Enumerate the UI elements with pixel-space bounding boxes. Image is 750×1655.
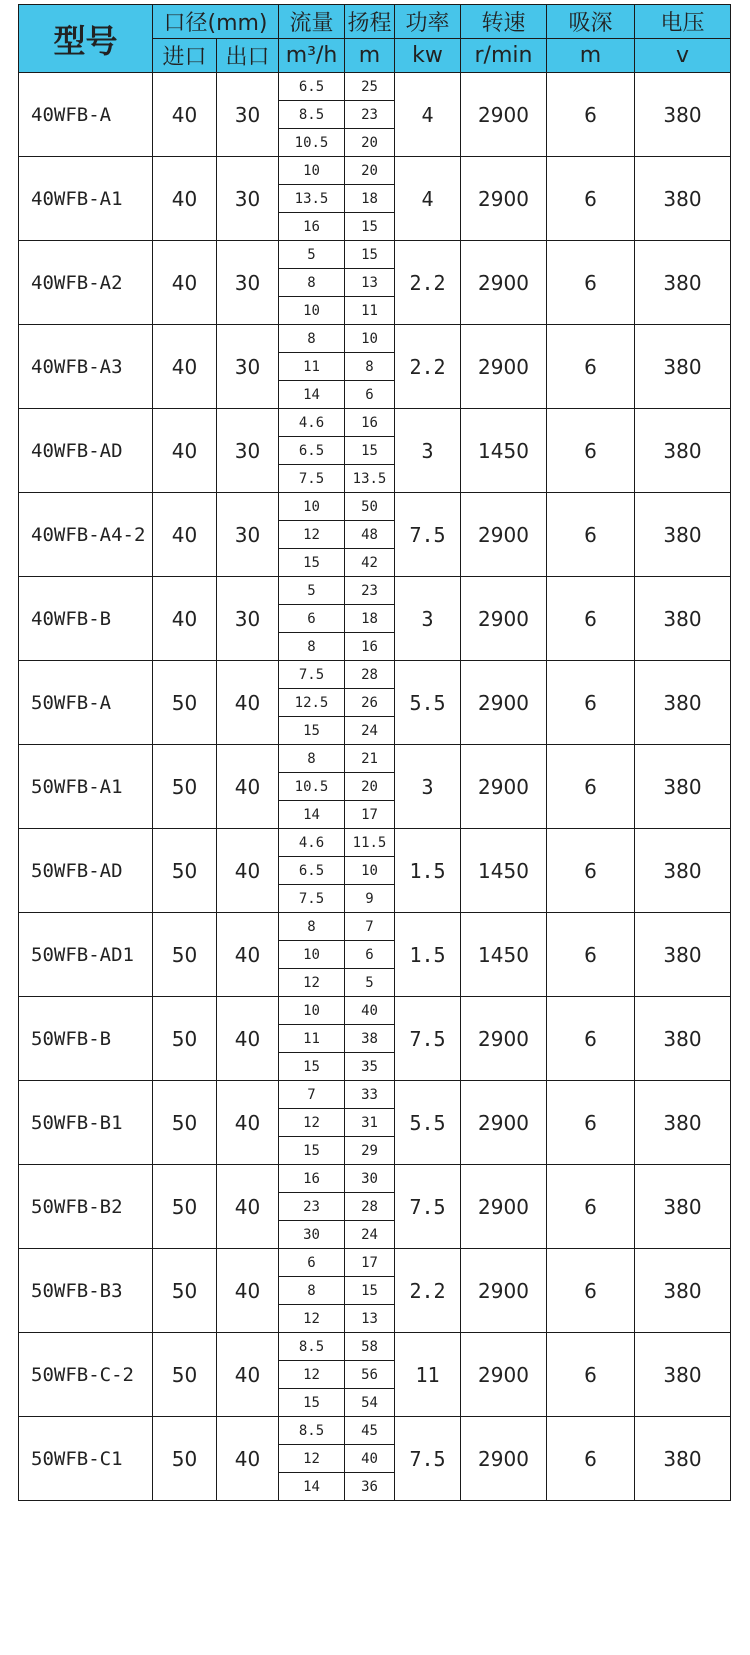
power-cell: 4 — [395, 73, 461, 157]
model-cell: 50WFB-AD1 — [19, 913, 153, 997]
head-cell: 17 — [345, 1249, 395, 1277]
head-cell: 11.5 — [345, 829, 395, 857]
table-row — [19, 661, 731, 689]
inlet-cell: 40 — [153, 325, 217, 409]
head-cell: 45 — [345, 1417, 395, 1445]
outlet-cell: 40 — [217, 1165, 279, 1249]
head-cell: 35 — [345, 1053, 395, 1081]
flow-cell: 15 — [279, 549, 345, 577]
speed-cell: 2900 — [461, 1165, 547, 1249]
suction-cell: 6 — [547, 157, 635, 241]
head-cell: 18 — [345, 185, 395, 213]
suction-cell: 6 — [547, 241, 635, 325]
head-cell: 20 — [345, 129, 395, 157]
model-cell: 50WFB-B2 — [19, 1165, 153, 1249]
head-cell: 40 — [345, 1445, 395, 1473]
table-row — [19, 745, 731, 773]
speed-cell: 2900 — [461, 1249, 547, 1333]
header-flow-unit: m³/h — [279, 39, 345, 73]
outlet-cell: 40 — [217, 1417, 279, 1501]
header-suction-unit: m — [547, 39, 635, 73]
speed-cell: 2900 — [461, 661, 547, 745]
flow-cell: 12 — [279, 1109, 345, 1137]
table-row — [19, 997, 731, 1025]
head-cell: 24 — [345, 1221, 395, 1249]
head-cell: 15 — [345, 241, 395, 269]
flow-cell: 15 — [279, 717, 345, 745]
model-cell: 50WFB-A1 — [19, 745, 153, 829]
suction-cell: 6 — [547, 493, 635, 577]
head-cell: 23 — [345, 101, 395, 129]
head-cell: 6 — [345, 381, 395, 409]
speed-cell: 2900 — [461, 157, 547, 241]
flow-cell: 8 — [279, 325, 345, 353]
model-cell: 50WFB-C-2 — [19, 1333, 153, 1417]
outlet-cell: 30 — [217, 73, 279, 157]
inlet-cell: 40 — [153, 409, 217, 493]
power-cell: 1.5 — [395, 913, 461, 997]
head-cell: 10 — [345, 857, 395, 885]
flow-cell: 11 — [279, 353, 345, 381]
speed-cell: 2900 — [461, 241, 547, 325]
head-cell: 7 — [345, 913, 395, 941]
flow-cell: 5 — [279, 241, 345, 269]
inlet-cell: 50 — [153, 1333, 217, 1417]
head-cell: 26 — [345, 689, 395, 717]
flow-cell: 4.6 — [279, 409, 345, 437]
outlet-cell: 40 — [217, 1333, 279, 1417]
header-speed-unit: r/min — [461, 39, 547, 73]
outlet-cell: 30 — [217, 157, 279, 241]
head-cell: 33 — [345, 1081, 395, 1109]
head-cell: 13 — [345, 1305, 395, 1333]
power-cell: 4 — [395, 157, 461, 241]
power-cell: 2.2 — [395, 325, 461, 409]
inlet-cell: 40 — [153, 493, 217, 577]
voltage-cell: 380 — [635, 1165, 731, 1249]
model-cell: 40WFB-A4-2 — [19, 493, 153, 577]
flow-cell: 8 — [279, 269, 345, 297]
header-inlet: 进口 — [153, 39, 217, 73]
speed-cell: 2900 — [461, 997, 547, 1081]
model-cell: 40WFB-A — [19, 73, 153, 157]
outlet-cell: 40 — [217, 829, 279, 913]
head-cell: 36 — [345, 1473, 395, 1501]
voltage-cell: 380 — [635, 913, 731, 997]
flow-cell: 6.5 — [279, 437, 345, 465]
flow-cell: 12 — [279, 1445, 345, 1473]
table-row — [19, 1333, 731, 1361]
speed-cell: 2900 — [461, 1333, 547, 1417]
voltage-cell: 380 — [635, 829, 731, 913]
table-row — [19, 493, 731, 521]
power-cell: 7.5 — [395, 997, 461, 1081]
flow-cell: 15 — [279, 1389, 345, 1417]
outlet-cell: 30 — [217, 241, 279, 325]
flow-cell: 14 — [279, 1473, 345, 1501]
flow-cell: 6 — [279, 605, 345, 633]
suction-cell: 6 — [547, 325, 635, 409]
voltage-cell: 380 — [635, 661, 731, 745]
head-cell: 20 — [345, 773, 395, 801]
outlet-cell: 40 — [217, 745, 279, 829]
flow-cell: 12 — [279, 969, 345, 997]
voltage-cell: 380 — [635, 1249, 731, 1333]
flow-cell: 12 — [279, 521, 345, 549]
head-cell: 15 — [345, 437, 395, 465]
flow-cell: 10.5 — [279, 773, 345, 801]
inlet-cell: 50 — [153, 829, 217, 913]
head-cell: 6 — [345, 941, 395, 969]
flow-cell: 10.5 — [279, 129, 345, 157]
flow-cell: 16 — [279, 1165, 345, 1193]
table-header — [19, 5, 731, 73]
model-cell: 50WFB-A — [19, 661, 153, 745]
flow-cell: 7.5 — [279, 885, 345, 913]
speed-cell: 1450 — [461, 409, 547, 493]
flow-cell: 13.5 — [279, 185, 345, 213]
head-cell: 50 — [345, 493, 395, 521]
power-cell: 3 — [395, 745, 461, 829]
flow-cell: 11 — [279, 1025, 345, 1053]
speed-cell: 2900 — [461, 577, 547, 661]
flow-cell: 7 — [279, 1081, 345, 1109]
suction-cell: 6 — [547, 1165, 635, 1249]
suction-cell: 6 — [547, 661, 635, 745]
flow-cell: 14 — [279, 801, 345, 829]
power-cell: 2.2 — [395, 241, 461, 325]
head-cell: 15 — [345, 1277, 395, 1305]
head-cell: 5 — [345, 969, 395, 997]
model-cell: 40WFB-A3 — [19, 325, 153, 409]
voltage-cell: 380 — [635, 997, 731, 1081]
table-row — [19, 913, 731, 941]
header-voltage: 电压 — [635, 5, 731, 39]
table-row — [19, 1417, 731, 1445]
flow-cell: 7.5 — [279, 465, 345, 493]
head-cell: 28 — [345, 1193, 395, 1221]
inlet-cell: 40 — [153, 157, 217, 241]
speed-cell: 2900 — [461, 325, 547, 409]
flow-cell: 10 — [279, 493, 345, 521]
speed-cell: 2900 — [461, 493, 547, 577]
flow-cell: 8.5 — [279, 1333, 345, 1361]
flow-cell: 15 — [279, 1137, 345, 1165]
inlet-cell: 50 — [153, 661, 217, 745]
suction-cell: 6 — [547, 913, 635, 997]
speed-cell: 2900 — [461, 1417, 547, 1501]
inlet-cell: 50 — [153, 745, 217, 829]
inlet-cell: 40 — [153, 241, 217, 325]
voltage-cell: 380 — [635, 241, 731, 325]
inlet-cell: 50 — [153, 997, 217, 1081]
head-cell: 20 — [345, 157, 395, 185]
header-model: 型号 — [19, 5, 153, 73]
head-cell: 48 — [345, 521, 395, 549]
head-cell: 23 — [345, 577, 395, 605]
inlet-cell: 40 — [153, 73, 217, 157]
voltage-cell: 380 — [635, 325, 731, 409]
voltage-cell: 380 — [635, 157, 731, 241]
flow-cell: 8 — [279, 1277, 345, 1305]
head-cell: 10 — [345, 325, 395, 353]
suction-cell: 6 — [547, 1249, 635, 1333]
flow-cell: 16 — [279, 213, 345, 241]
outlet-cell: 30 — [217, 493, 279, 577]
inlet-cell: 50 — [153, 1081, 217, 1165]
inlet-cell: 50 — [153, 1417, 217, 1501]
flow-cell: 7.5 — [279, 661, 345, 689]
header-power: 功率 — [395, 5, 461, 39]
suction-cell: 6 — [547, 829, 635, 913]
outlet-cell: 40 — [217, 997, 279, 1081]
outlet-cell: 30 — [217, 409, 279, 493]
table-row — [19, 409, 731, 437]
power-cell: 2.2 — [395, 1249, 461, 1333]
head-cell: 18 — [345, 605, 395, 633]
model-cell: 50WFB-C1 — [19, 1417, 153, 1501]
header-outlet: 出口 — [217, 39, 279, 73]
outlet-cell: 40 — [217, 1249, 279, 1333]
flow-cell: 10 — [279, 297, 345, 325]
voltage-cell: 380 — [635, 73, 731, 157]
table-row — [19, 1081, 731, 1109]
head-cell: 56 — [345, 1361, 395, 1389]
inlet-cell: 50 — [153, 1165, 217, 1249]
head-cell: 13.5 — [345, 465, 395, 493]
inlet-cell: 50 — [153, 913, 217, 997]
flow-cell: 8 — [279, 633, 345, 661]
table-body — [19, 73, 731, 1501]
suction-cell: 6 — [547, 409, 635, 493]
head-cell: 58 — [345, 1333, 395, 1361]
flow-cell: 12.5 — [279, 689, 345, 717]
head-cell: 8 — [345, 353, 395, 381]
suction-cell: 6 — [547, 73, 635, 157]
inlet-cell: 50 — [153, 1249, 217, 1333]
flow-cell: 8 — [279, 913, 345, 941]
model-cell: 50WFB-B — [19, 997, 153, 1081]
header-voltage-unit: v — [635, 39, 731, 73]
model-cell: 50WFB-B3 — [19, 1249, 153, 1333]
outlet-cell: 30 — [217, 325, 279, 409]
model-cell: 40WFB-A2 — [19, 241, 153, 325]
head-cell: 15 — [345, 213, 395, 241]
head-cell: 16 — [345, 409, 395, 437]
outlet-cell: 40 — [217, 913, 279, 997]
flow-cell: 8.5 — [279, 1417, 345, 1445]
flow-cell: 12 — [279, 1305, 345, 1333]
voltage-cell: 380 — [635, 1081, 731, 1165]
header-diameter: 口径(mm) — [153, 5, 279, 39]
flow-cell: 23 — [279, 1193, 345, 1221]
model-cell: 50WFB-AD — [19, 829, 153, 913]
table-row — [19, 241, 731, 269]
flow-cell: 10 — [279, 941, 345, 969]
head-cell: 30 — [345, 1165, 395, 1193]
model-cell: 40WFB-A1 — [19, 157, 153, 241]
power-cell: 5.5 — [395, 1081, 461, 1165]
flow-cell: 10 — [279, 157, 345, 185]
header-head: 扬程 — [345, 5, 395, 39]
flow-cell: 4.6 — [279, 829, 345, 857]
model-cell: 50WFB-B1 — [19, 1081, 153, 1165]
power-cell: 3 — [395, 409, 461, 493]
head-cell: 21 — [345, 745, 395, 773]
suction-cell: 6 — [547, 1417, 635, 1501]
head-cell: 54 — [345, 1389, 395, 1417]
suction-cell: 6 — [547, 1081, 635, 1165]
voltage-cell: 380 — [635, 409, 731, 493]
header-suction: 吸深 — [547, 5, 635, 39]
power-cell: 7.5 — [395, 1165, 461, 1249]
head-cell: 9 — [345, 885, 395, 913]
flow-cell: 5 — [279, 577, 345, 605]
head-cell: 16 — [345, 633, 395, 661]
suction-cell: 6 — [547, 745, 635, 829]
header-power-unit: kw — [395, 39, 461, 73]
flow-cell: 6.5 — [279, 857, 345, 885]
power-cell: 7.5 — [395, 493, 461, 577]
suction-cell: 6 — [547, 577, 635, 661]
head-cell: 42 — [345, 549, 395, 577]
power-cell: 11 — [395, 1333, 461, 1417]
flow-cell: 6.5 — [279, 73, 345, 101]
flow-cell: 10 — [279, 997, 345, 1025]
header-speed: 转速 — [461, 5, 547, 39]
outlet-cell: 40 — [217, 661, 279, 745]
power-cell: 3 — [395, 577, 461, 661]
flow-cell: 6 — [279, 1249, 345, 1277]
flow-cell: 8 — [279, 745, 345, 773]
voltage-cell: 380 — [635, 1417, 731, 1501]
voltage-cell: 380 — [635, 1333, 731, 1417]
speed-cell: 2900 — [461, 73, 547, 157]
speed-cell: 2900 — [461, 1081, 547, 1165]
header-head-unit: m — [345, 39, 395, 73]
head-cell: 24 — [345, 717, 395, 745]
head-cell: 31 — [345, 1109, 395, 1137]
table-row — [19, 829, 731, 857]
head-cell: 28 — [345, 661, 395, 689]
head-cell: 25 — [345, 73, 395, 101]
voltage-cell: 380 — [635, 493, 731, 577]
model-cell: 40WFB-B — [19, 577, 153, 661]
head-cell: 11 — [345, 297, 395, 325]
head-cell: 17 — [345, 801, 395, 829]
table-row — [19, 73, 731, 101]
table-row — [19, 577, 731, 605]
pump-spec-table — [18, 4, 731, 1501]
flow-cell: 12 — [279, 1361, 345, 1389]
speed-cell: 1450 — [461, 913, 547, 997]
outlet-cell: 30 — [217, 577, 279, 661]
table-row — [19, 1165, 731, 1193]
head-cell: 40 — [345, 997, 395, 1025]
suction-cell: 6 — [547, 997, 635, 1081]
head-cell: 29 — [345, 1137, 395, 1165]
power-cell: 7.5 — [395, 1417, 461, 1501]
speed-cell: 2900 — [461, 745, 547, 829]
outlet-cell: 40 — [217, 1081, 279, 1165]
table-row — [19, 325, 731, 353]
speed-cell: 1450 — [461, 829, 547, 913]
inlet-cell: 40 — [153, 577, 217, 661]
table-row — [19, 157, 731, 185]
header-flow: 流量 — [279, 5, 345, 39]
head-cell: 38 — [345, 1025, 395, 1053]
flow-cell: 8.5 — [279, 101, 345, 129]
flow-cell: 14 — [279, 381, 345, 409]
model-cell: 40WFB-AD — [19, 409, 153, 493]
power-cell: 1.5 — [395, 829, 461, 913]
voltage-cell: 380 — [635, 745, 731, 829]
power-cell: 5.5 — [395, 661, 461, 745]
suction-cell: 6 — [547, 1333, 635, 1417]
table-row — [19, 1249, 731, 1277]
voltage-cell: 380 — [635, 577, 731, 661]
flow-cell: 30 — [279, 1221, 345, 1249]
flow-cell: 15 — [279, 1053, 345, 1081]
head-cell: 13 — [345, 269, 395, 297]
